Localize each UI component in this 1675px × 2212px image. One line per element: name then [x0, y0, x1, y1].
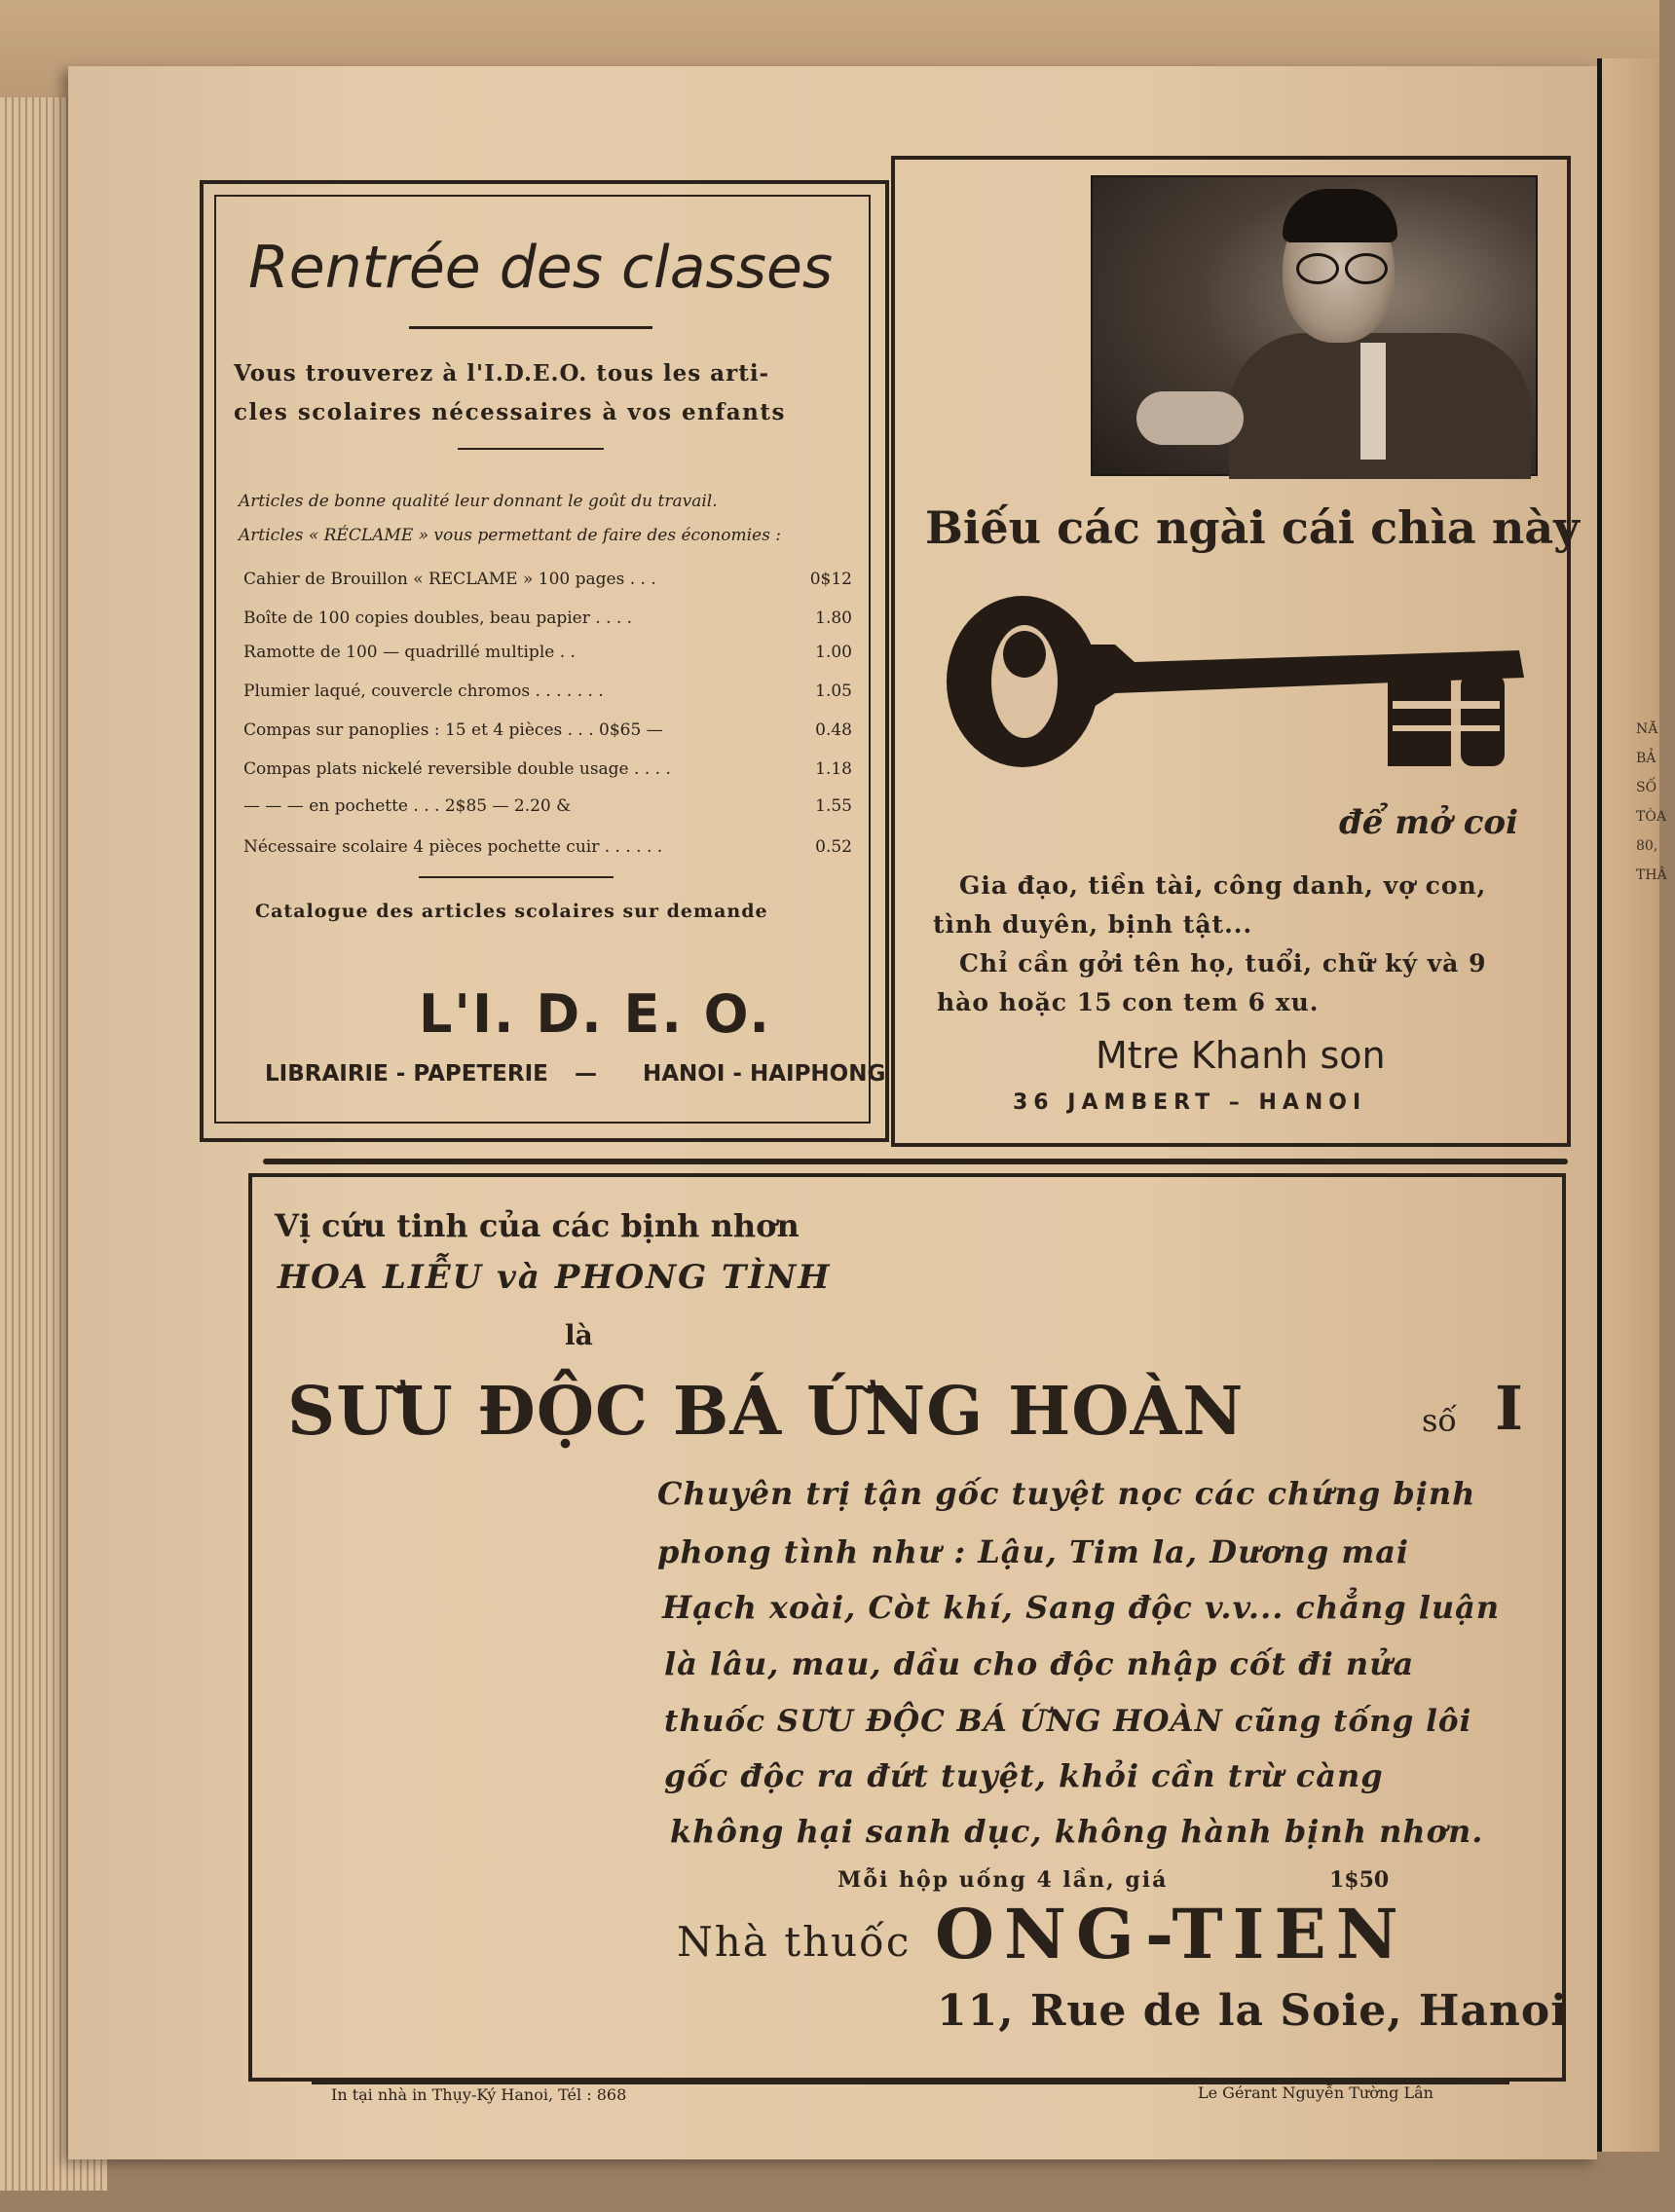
pharmacy-name: ONG-TIEN: [935, 1894, 1408, 1974]
price-row: [243, 796, 852, 816]
fragment-text: 80,: [1636, 838, 1658, 854]
pharmacy-label: Nhà thuốc: [677, 1918, 912, 1966]
item-label: Plumier laqué, couvercle chromos . . . . . . .: [243, 682, 604, 701]
fragment-text: TÒA: [1636, 809, 1666, 825]
item-label: Compas plats nickelé reversible double usage . . . .: [243, 759, 671, 779]
ideo-footer-right: HANOI - HAIPHONG: [643, 1061, 886, 1087]
item-label: — — — en pochette . . . 2$85 — 2.20 &: [243, 796, 572, 816]
key-body: Gia đạo, tiền tài, công danh, vợ con,: [959, 871, 1487, 900]
medicine-body-line: phong tình như : Lậu, Tim la, Dương mai: [657, 1533, 1410, 1570]
medicine-tagline: Vị cứu tinh của các bịnh nhơn: [275, 1207, 800, 1244]
divider: [419, 876, 614, 878]
ideo-catalogue: Catalogue des articles scolaires sur demande: [255, 901, 768, 922]
medicine-body-line: Chuyên trị tận gốc tuyệt nọc các chứng bịnh: [657, 1475, 1476, 1512]
portrait-photo: [1091, 175, 1538, 476]
price-row: [243, 837, 852, 857]
key-illustration: [935, 584, 1529, 784]
medicine-body-line: Hạch xoài, Còt khí, Sang độc v.v... chẳng luận: [662, 1589, 1501, 1626]
key-body: Chỉ cần gởi tên họ, tuổi, chữ ký và 9: [959, 949, 1487, 977]
key-body: hào hoặc 15 con tem 6 xu.: [937, 988, 1320, 1016]
medicine-body-line: thuốc SƯU ĐỘC BÁ ỨNG HOÀN cũng tống lôi: [664, 1704, 1472, 1739]
price-row: [243, 570, 852, 589]
medicine-dosage: Mỗi hộp uống 4 lần, giá: [838, 1867, 1169, 1893]
item-label: Ramotte de 100 — quadrillé multiple . .: [243, 643, 576, 662]
medicine-body-line: là lâu, mau, dầu cho độc nhập cốt đi nửa: [664, 1645, 1415, 1682]
medicine-body-line: gốc độc ra đứt tuyệt, khỏi cần trừ càng: [664, 1757, 1384, 1794]
fragment-text: SỐ: [1636, 780, 1657, 795]
ideo-footer-left: LIBRAIRIE - PAPETERIE: [265, 1061, 548, 1087]
fragment-text: THÂ: [1636, 867, 1667, 883]
item-label: Boîte de 100 copies doubles, beau papier . . . .: [243, 608, 633, 628]
item-price: 1.80: [815, 608, 852, 628]
item-price: 1.00: [815, 643, 852, 662]
divider: [458, 448, 604, 450]
price-row: [243, 759, 852, 779]
item-label: Cahier de Brouillon « RECLAME » 100 pages . . .: [243, 570, 656, 589]
key-author-name: Mtre Khanh son: [1096, 1034, 1386, 1077]
price-row: [243, 720, 852, 740]
medicine-number: I: [1495, 1373, 1524, 1444]
medicine-body-line: không hại sanh dục, không hành bịnh nhơn.: [670, 1813, 1484, 1850]
ideo-footer-dash: —: [575, 1061, 597, 1087]
price-row: [243, 608, 852, 628]
facing-page-edge: [1597, 58, 1667, 2152]
medicine-price: 1$50: [1329, 1867, 1390, 1893]
item-price: 0.48: [815, 720, 852, 740]
item-price: 0$12: [809, 570, 852, 589]
medicine-la: là: [565, 1319, 593, 1351]
ideo-intro: Vous trouverez à l'I.D.E.O. tous les arti-: [234, 360, 770, 387]
item-price: 1.18: [815, 759, 852, 779]
key-headline: Biếu các ngài cái chìa này: [925, 501, 1580, 554]
key-body: tình duyên, bịnh tật...: [933, 910, 1253, 939]
medicine-number-label: số: [1422, 1402, 1457, 1439]
key-subhead: để mở coi: [1339, 803, 1519, 842]
ideo-intro: cles scolaires nécessaires à vos enfants: [234, 399, 786, 425]
manager-credit: Le Gérant Nguyễn Tường Lân: [1198, 2083, 1433, 2102]
ideo-reclame: Articles « RÉCLAME » vous permettant de faire des économies :: [239, 526, 781, 545]
divider: [409, 326, 652, 329]
fragment-text: BẢ: [1636, 751, 1656, 766]
medicine-diseases: HOA LIỄU và PHONG TÌNH: [278, 1258, 832, 1297]
medicine-product-name: SƯU ĐỘC BÁ ỨNG HOÀN: [287, 1373, 1245, 1451]
item-label: Compas sur panoplies : 15 et 4 pièces . . . 0$65 —: [243, 720, 663, 740]
section-divider: [263, 1159, 1568, 1164]
key-address: 36 JAMBERT – HANOI: [1013, 1090, 1367, 1115]
price-row: [243, 682, 852, 701]
printer-credit: In tại nhà in Thụy-Ký Hanoi, Tél : 868: [331, 2085, 627, 2104]
ideo-title: Rentrée des classes: [248, 234, 834, 302]
pharmacy-address: 11, Rue de la Soie, Hanoi: [937, 1986, 1568, 2036]
ideo-brand: L'I. D. E. O.: [419, 983, 771, 1045]
item-price: 1.55: [815, 796, 852, 816]
item-price: 0.52: [815, 837, 852, 857]
item-price: 1.05: [815, 682, 852, 701]
ideo-quality: Articles de bonne qualité leur donnant le goût du travail.: [239, 492, 718, 511]
fragment-text: NĂ: [1636, 721, 1658, 737]
item-label: Nécessaire scolaire 4 pièces pochette cuir . . . . . .: [243, 837, 663, 857]
price-row: [243, 643, 852, 662]
